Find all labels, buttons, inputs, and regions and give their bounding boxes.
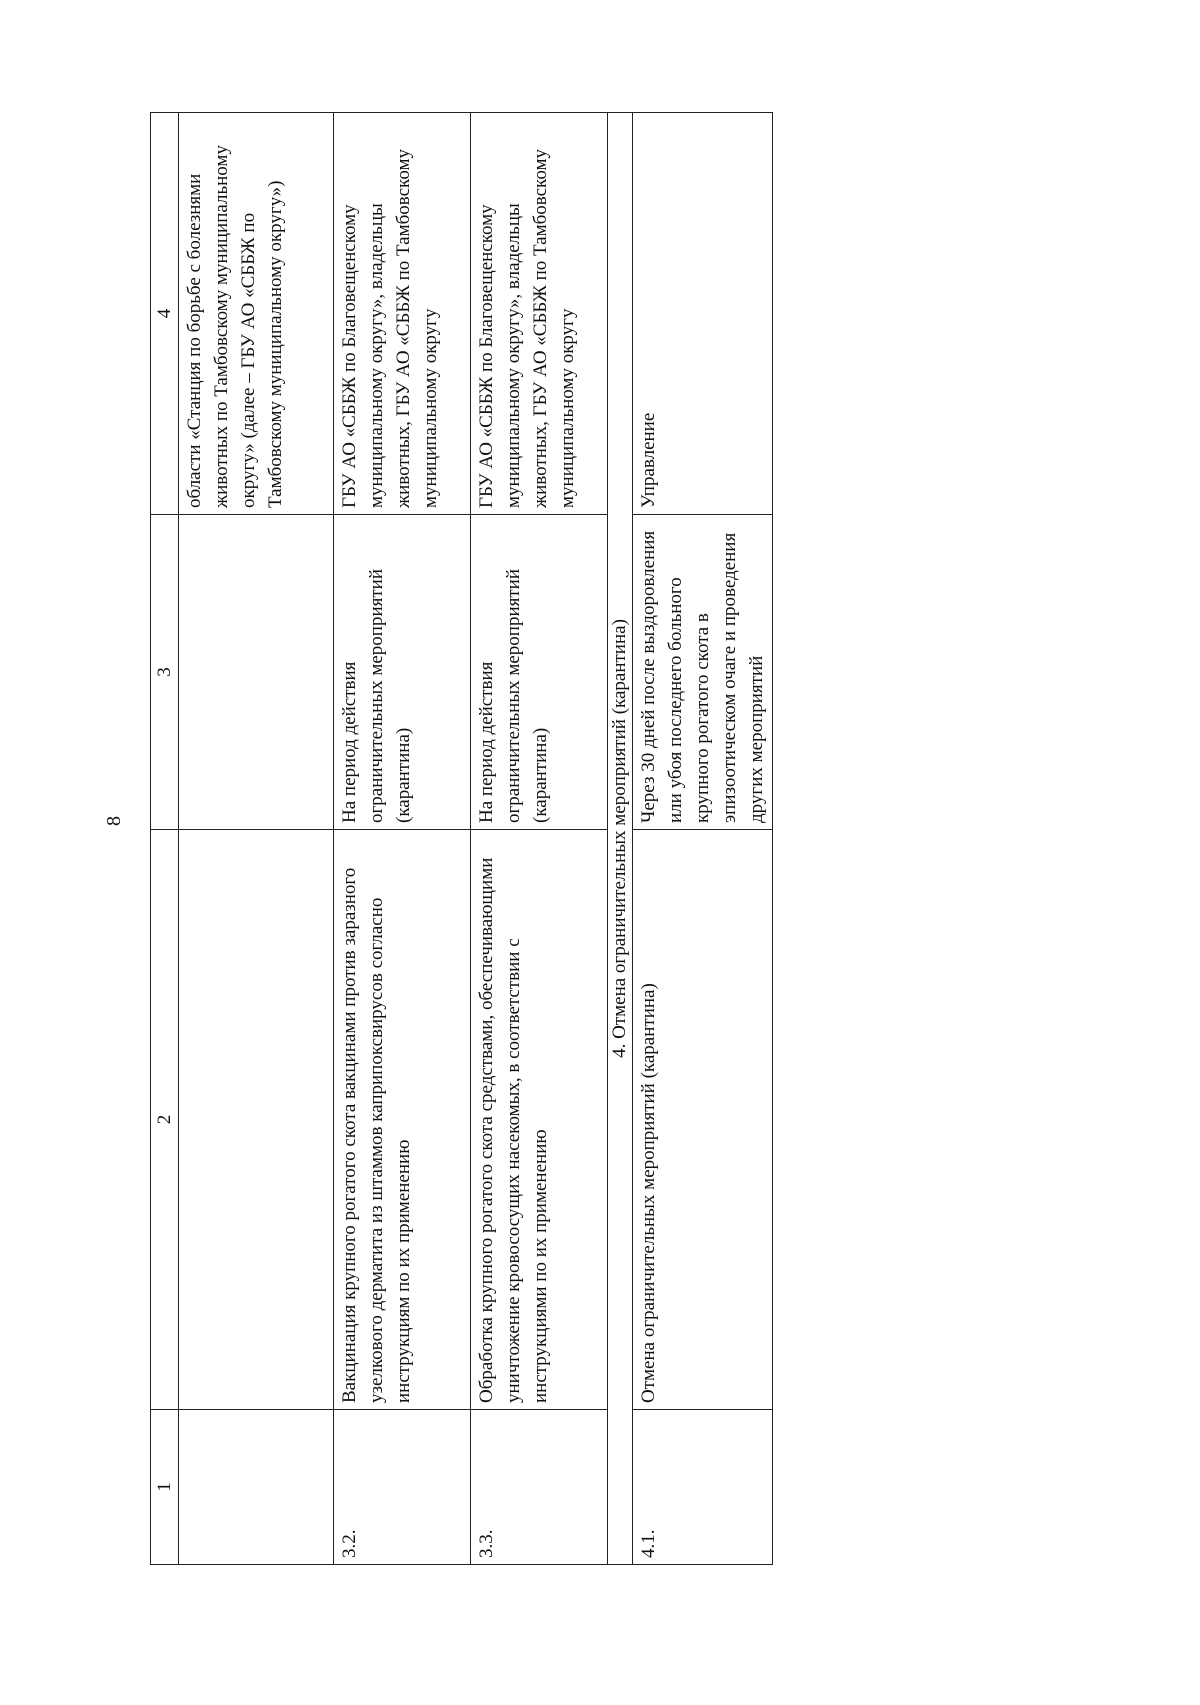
section-header-row	[608, 113, 633, 1565]
responsible-cell: области «Станция по борьбе с болезнями животных по Тамбовскому муниципальному округу» (далее – ГБУ АО «СББЖ по Тамбовскому муниципальному округу»)	[179, 113, 334, 515]
table-row	[471, 113, 608, 1565]
header-col-2: 2	[151, 830, 179, 1410]
header-col-1: 1	[151, 1410, 179, 1565]
measures-table	[150, 112, 773, 1565]
table-header-row	[151, 113, 179, 1565]
action-cell	[179, 830, 334, 1410]
section-4-title: 4. Отмена ограничительных мероприятий (карантина)	[608, 113, 633, 1565]
action-cell: Отмена ограничительных мероприятий (карантина)	[633, 830, 773, 1410]
row-number-cell: 3.2.	[334, 1410, 471, 1565]
row-number-cell: 4.1.	[633, 1410, 773, 1565]
term-cell	[179, 515, 334, 830]
term-cell: На период действия ограничительных мероприятий (карантина)	[334, 515, 471, 830]
term-cell: На период действия ограничительных мероприятий (карантина)	[471, 515, 608, 830]
row-number-cell: 3.3.	[471, 1410, 608, 1565]
responsible-cell: ГБУ АО «СББЖ по Благовещенскому муниципальному округу», владельцы животных, ГБУ АО «СББЖ по Тамбовскому муниципальному округу	[471, 113, 608, 515]
action-cell: Вакцинация крупного рогатого скота вакцинами против заразного узелкового дерматита из штаммов каприпоксвирусов согласно инструкциям по их применению	[334, 830, 471, 1410]
action-cell: Обработка крупного рогатого скота средствами, обеспечивающими уничтожение кровососущих насекомых, в соответствии с инструкциями по их применению	[471, 830, 608, 1410]
table-row	[633, 113, 773, 1565]
term-cell: Через 30 дней после выздоровления или убоя последнего больного крупного рогатого скота в эпизоотическом очаге и проведения других мероприятий	[633, 515, 773, 830]
page-number: 8	[103, 816, 125, 826]
table-row	[179, 113, 334, 1565]
measures-table-container	[150, 113, 765, 1565]
header-col-3: 3	[151, 515, 179, 830]
table-row	[334, 113, 471, 1565]
responsible-cell: ГБУ АО «СББЖ по Благовещенскому муниципальному округу», владельцы животных, ГБУ АО «СББЖ по Тамбовскому муниципальному округу	[334, 113, 471, 515]
header-col-4: 4	[151, 113, 179, 515]
row-number-cell	[179, 1410, 334, 1565]
responsible-cell: Управление	[633, 113, 773, 515]
